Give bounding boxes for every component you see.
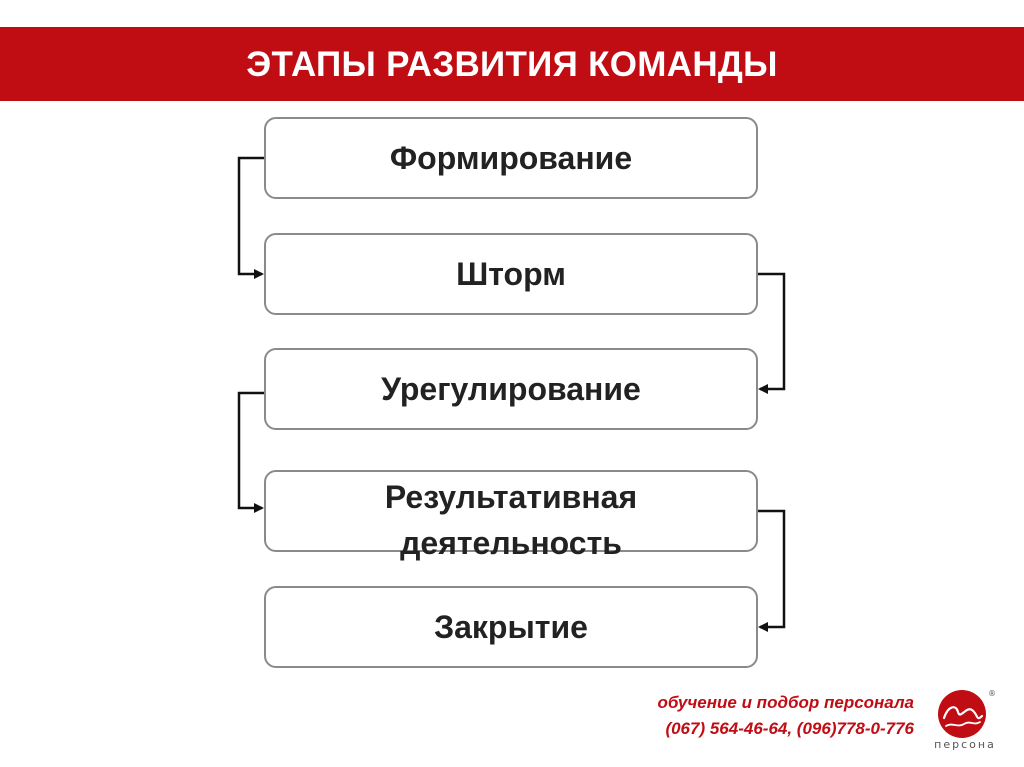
footer-phones: (067) 564-46-64, (096)778-0-776 [665, 719, 914, 738]
connector-arrow-1-2 [239, 158, 264, 274]
stage-label: Шторм [456, 256, 566, 292]
stage-label: Закрытие [434, 609, 588, 645]
logo-caption: персона [934, 738, 996, 751]
footer-tagline: обучение и подбор персонала [657, 693, 914, 712]
stage-box-storming [264, 233, 758, 315]
stage-box-adjourning [264, 586, 758, 668]
stage-box-performing [264, 470, 758, 561]
connector-arrow-4-5 [758, 511, 784, 627]
stage-box-norming [264, 348, 758, 430]
stage-label: Урегулирование [381, 371, 641, 407]
connector-arrow-2-3 [758, 274, 784, 389]
registered-mark: ® [988, 689, 996, 698]
stage-label: Формирование [389, 140, 633, 176]
page-title: ЭТАПЫ РАЗВИТИЯ КОМАНДЫ [246, 45, 778, 84]
connector-arrow-3-4 [239, 393, 264, 508]
stage-box-forming [264, 117, 758, 199]
footer-contact [657, 690, 914, 742]
stage-label: Результативная деятельность [384, 479, 638, 561]
